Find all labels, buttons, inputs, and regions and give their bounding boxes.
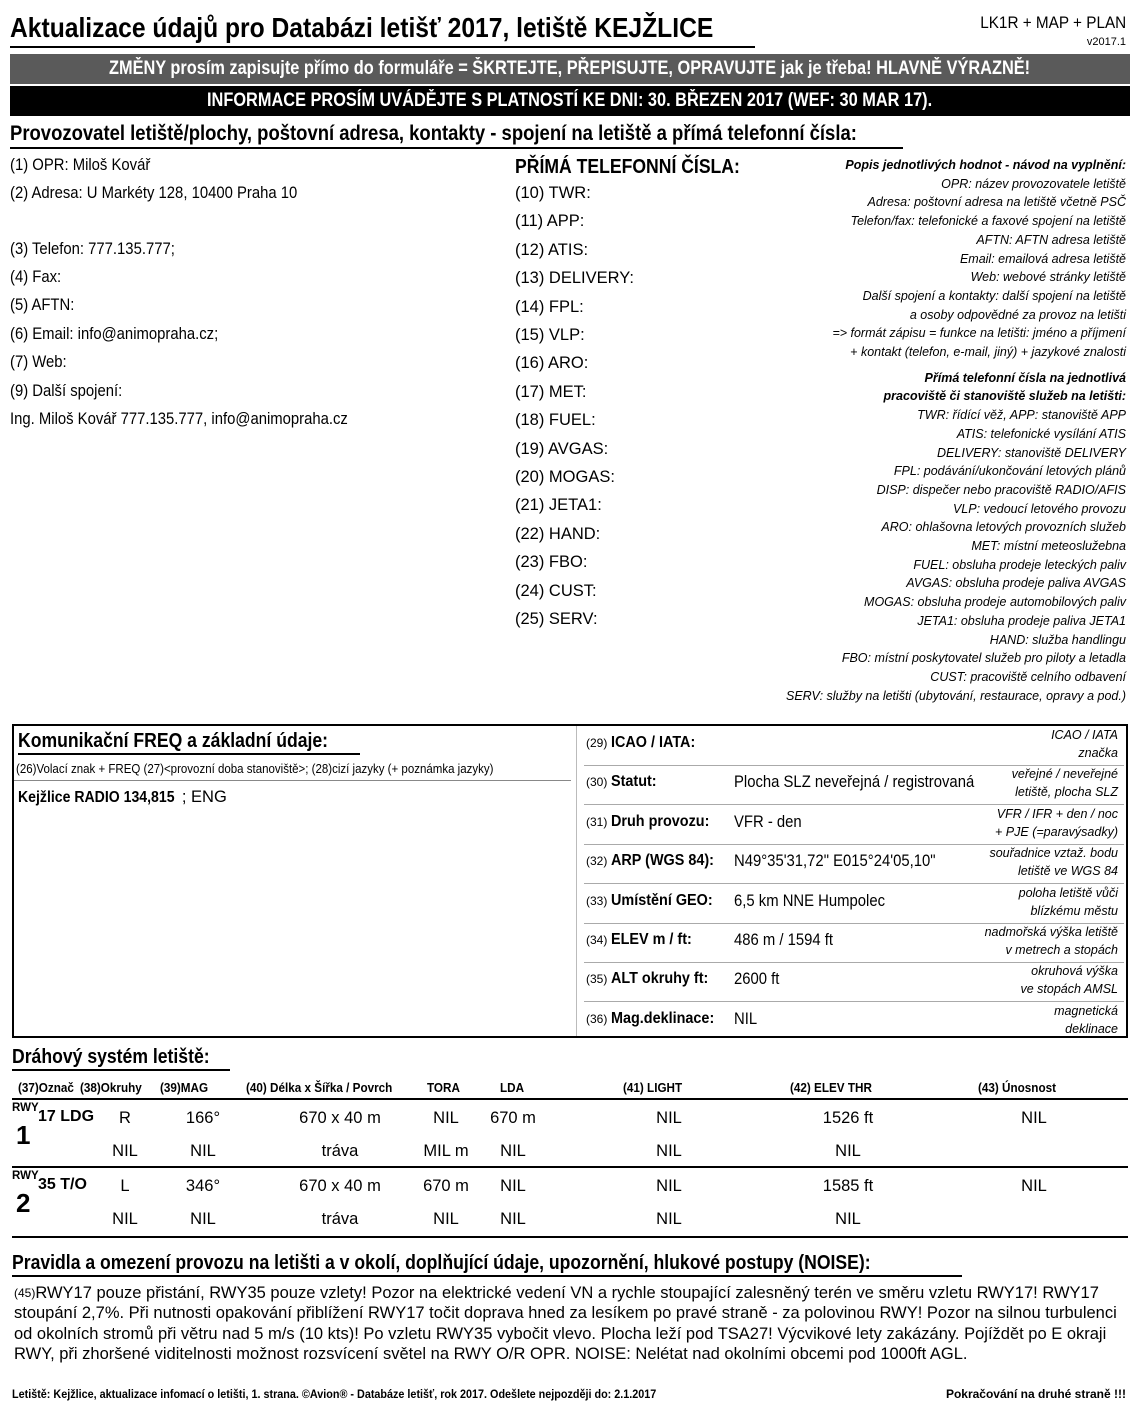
comm-divider	[576, 726, 577, 1036]
phone-item: (20) MOGAS:	[515, 468, 615, 486]
description-line: DISP: dispečer nebo pracoviště RADIO/AFIS	[876, 482, 1126, 497]
info-note-line: poloha letiště vůči	[1018, 885, 1118, 900]
rwy-cell-tora: MIL m	[423, 1142, 469, 1160]
rules-title-underline	[12, 1275, 962, 1277]
info-note	[985, 923, 1118, 959]
info-note	[1051, 726, 1118, 762]
description-line: a osoby odpovědné za provoz na letišti	[909, 307, 1126, 322]
phone-item: (18) FUEL:	[515, 411, 596, 430]
rwy-header-lda: LDA	[500, 1080, 525, 1095]
operator-section-underline	[10, 147, 903, 149]
info-value: 6,5 km NNE Humpolec	[734, 891, 886, 910]
rules-text	[14, 1283, 1126, 1365]
info-note-line: letiště ve WGS 84	[1017, 864, 1118, 879]
callsign-freq: Kejžlice RADIO 134,815	[18, 789, 175, 806]
info-note-line: nadmořská výška letiště	[984, 925, 1118, 939]
rwy-cell-mag: NIL	[190, 1210, 216, 1228]
phone-item: (15) VLP:	[515, 326, 585, 344]
description-line: Další spojení a kontakty: další spojení na letiště	[862, 288, 1126, 303]
info-note-line: blízkému městu	[1030, 903, 1118, 918]
info-note	[1019, 884, 1118, 920]
rwy-number: 2	[16, 1188, 31, 1218]
description-line: AFTN: AFTN adresa letiště	[976, 232, 1126, 247]
description-heading: pracoviště či stanoviště služeb na letišti:	[883, 389, 1126, 404]
phones-title: PŘÍMÁ TELEFONNÍ ČÍSLA:	[515, 156, 740, 178]
phone-item: (14) FPL:	[515, 297, 584, 316]
rwy-bottom-rule	[12, 1236, 1128, 1238]
rwy-cell-mag: 166°	[185, 1109, 221, 1127]
info-note-line: okruhová výška	[1031, 964, 1118, 979]
operator-line: (2) Adresa: U Markéty 128, 10400 Praha 10	[10, 184, 298, 202]
phone-item: (23) FBO:	[515, 553, 588, 572]
rwy-cell-dim: 670 x 40 m	[299, 1177, 381, 1195]
rwy-cell-okruhy: NIL	[112, 1210, 138, 1228]
info-label: Druh provozu:	[611, 812, 710, 830]
rwy-cell-tora: 670 m	[423, 1177, 469, 1195]
rwy-cell-dim: tráva	[321, 1210, 359, 1228]
rwy-cell-lda: NIL	[500, 1177, 526, 1195]
info-note-line: + PJE (=paravýsadky)	[995, 824, 1118, 839]
info-number: (29)	[586, 736, 608, 750]
info-label: ELEV m / ft:	[611, 931, 692, 948]
description-line: FUEL: obsluha prodeje leteckých paliv	[913, 557, 1126, 572]
description-lines	[736, 175, 1126, 362]
description-line: DELIVERY: stanoviště DELIVERY	[937, 445, 1126, 460]
operator-line: (9) Další spojení:	[10, 382, 123, 400]
info-note-line: v metrech a stopách	[1005, 943, 1118, 957]
info-note-line: ve stopách AMSL	[1020, 982, 1118, 997]
rwy-header-strength: (43) Únosnost	[978, 1080, 1057, 1095]
phone-item: (25) SERV:	[515, 610, 598, 628]
description-line: + kontakt (telefon, e-mail, jiný) + jazykové znalosti	[850, 345, 1126, 360]
description-line: HAND: služba handlingu	[989, 632, 1126, 647]
info-label: ALT okruhy ft:	[611, 970, 709, 988]
rwy-cell-dim: tráva	[321, 1142, 359, 1160]
rules-section-title: Pravidla a omezení provozu na letišti a v okolí, doplňující údaje, upozornění, hlukové postupy (NOISE):	[12, 1252, 871, 1274]
info-row	[584, 805, 1124, 845]
info-number: (31)	[586, 814, 608, 829]
description-line: MOGAS: obsluha prodeje automobilových paliv	[864, 595, 1126, 610]
info-note-line: veřejné / neveřejné	[1011, 767, 1118, 782]
info-value: 2600 ft	[734, 970, 780, 989]
phone-item: (24) CUST:	[515, 581, 597, 600]
description-line: CUST: pracoviště celního odbavení	[930, 669, 1126, 684]
description-line: Telefon/fax: telefonické a faxové spojení na letiště	[850, 214, 1126, 229]
rwy-cell-unos: NIL	[1021, 1177, 1047, 1195]
info-note-line: letiště, plocha SLZ	[1015, 785, 1118, 800]
document-code: LK1R + MAP + PLAN	[980, 13, 1126, 32]
rwy-cell-dim: 670 x 40 m	[299, 1109, 381, 1127]
operator-section-title: Provozovatel letiště/plochy, poštovní adresa, kontakty - spojení na letiště a přímá telefonní čísla:	[10, 122, 857, 145]
description-line: SERV: služby na letišti (ubytování, restaurace, opravy a pod.)	[786, 688, 1126, 703]
rwy-word: RWY	[12, 1102, 39, 1114]
info-note	[989, 844, 1118, 880]
info-note-line: značka	[1078, 746, 1118, 760]
rwy-cell-light: NIL	[656, 1142, 682, 1160]
rules-body: RWY17 pouze přistání, RWY35 pouze vzlety! Pozor na elektrické vedení VN a rychle stoupající zalesněný terén ve směru vzletu RWY17! RWY17 stoupání 2,7%. Při nutnosti opakování přiblížení RWY17 točit doprava hned za lesíkem po pravé straně - za polovinou RWY! Pozor na silnou turbulenci od okolních stromů při větru nad 5 m/s (10 kts)! Po vzletu RWY35 vybočit vlevo. Plocha leží pod TSA27! Výcvikové lety zakázány. Pojíždět po E okraji RWY, při zhoršené viditelnosti možnost rozsvícení světel na RWY O/R OPR. NOISE: Nelétat nad okolními obcemi pod 1000ft AGL.	[14, 1284, 1117, 1364]
comm-subtitle: (26)Volací znak + FREQ (27)<provozní doba stanoviště>; (28)cizí jazyky (+ poznámka jazyky)	[16, 762, 494, 776]
info-value: N49°35'31,72" E015°24'05,10"	[734, 852, 936, 871]
document-version: v2017.1	[1086, 36, 1126, 48]
runway-section-title: Dráhový systém letiště:	[12, 1046, 210, 1068]
description-line: ARO: ohlašovna letových provozních služeb	[881, 520, 1126, 535]
info-note-line: souřadnice vztaž. bodu	[989, 846, 1118, 861]
rwy-cell-tora: NIL	[433, 1210, 459, 1228]
info-label: ICAO / IATA:	[611, 734, 696, 751]
description-line: FBO: místní poskytovatel služeb pro piloty a letadla	[841, 651, 1126, 666]
info-number: (35)	[586, 972, 608, 987]
instruction-text: ZMĚNY prosím zapisujte přímo do formuláře = ŠKRTEJTE, PŘEPISUJTE, OPRAVUJTE jak je třeba! HLAVNĚ VÝRAZNĚ!	[109, 58, 1031, 79]
rwy-cell-elev: NIL	[835, 1142, 861, 1160]
rwy-header-mag: (39)MAG	[160, 1080, 209, 1095]
description-line: JETA1: obsluha prodeje paliva JETA1	[917, 613, 1126, 628]
rwy-cell-elev: 1526 ft	[822, 1109, 874, 1127]
info-label: ARP (WGS 84):	[611, 852, 714, 870]
description-line: MET: místní meteoslužebna	[971, 539, 1126, 554]
rwy-cell-light: NIL	[656, 1109, 682, 1127]
description-heading: Přímá telefonní čísla na jednotlivá	[924, 370, 1126, 385]
rwy-cell-okruhy: R	[119, 1109, 131, 1127]
rwy-cell-lda: 670 m	[490, 1109, 536, 1127]
comm-subtitle-rule	[14, 780, 571, 781]
page-title: Aktualizace údajů pro Databázi letišť 2017, letiště KEJŽLICE	[10, 12, 714, 43]
comm-language: ; ENG	[181, 788, 227, 806]
rwy-cell-okruhy: L	[120, 1177, 130, 1195]
rules-number: (45)	[14, 1286, 36, 1300]
operator-line: (3) Telefon: 777.135.777;	[10, 240, 175, 258]
info-label: Mag.deklinace:	[611, 1009, 715, 1027]
rwy-cell-light: NIL	[656, 1177, 682, 1195]
title-underline	[10, 46, 755, 48]
info-label: Umístění GEO:	[611, 891, 713, 909]
description-line: Web: webové stránky letiště	[970, 270, 1126, 285]
comm-section-title: Komunikační FREQ a základní údaje:	[18, 730, 329, 752]
info-number: (33)	[586, 893, 608, 908]
info-note-line: ICAO / IATA	[1051, 728, 1118, 742]
info-note	[1012, 765, 1118, 801]
comm-title-underline	[18, 753, 360, 755]
phone-item: (22) HAND:	[515, 524, 601, 543]
description-line: Email: emailová adresa letiště	[959, 251, 1126, 266]
info-number: (36)	[586, 1011, 608, 1026]
rwy-cell-okruhy: NIL	[112, 1142, 138, 1160]
info-row	[584, 726, 1124, 766]
description-line: => formát zápisu = funkce na letišti: jméno a příjmení	[832, 326, 1126, 341]
info-note-line: VFR / IFR + den / noc	[996, 806, 1118, 821]
rwy-header-circuits: (38)Okruhy	[80, 1080, 142, 1095]
rwy-number: 1	[16, 1120, 31, 1150]
operator-line: (4) Fax:	[10, 268, 62, 286]
info-row	[584, 962, 1124, 1002]
description-line: OPR: název provozovatele letiště	[941, 176, 1126, 191]
info-value: 486 m / 1594 ft	[734, 931, 834, 949]
info-note	[1054, 1002, 1118, 1038]
rwy-cell-lda: NIL	[500, 1210, 526, 1228]
field-description	[736, 156, 1126, 705]
comm-frequency	[18, 788, 227, 807]
info-label: Statut:	[611, 773, 657, 791]
footer-continue: Pokračování na druhé straně !!!	[945, 1387, 1126, 1401]
description-heading: Popis jednotlivých hodnot - návod na vyplnění:	[845, 158, 1126, 172]
rwy-cell-light: NIL	[656, 1210, 682, 1228]
rwy-cell-tora: NIL	[433, 1109, 459, 1127]
description-line: AVGAS: obsluha prodeje paliva AVGAS	[906, 576, 1126, 591]
rwy-designation: 17 LDG	[38, 1108, 95, 1125]
info-row	[584, 1002, 1124, 1042]
rwy-cell-unos: NIL	[1021, 1109, 1047, 1127]
info-number: (32)	[586, 854, 608, 869]
operator-line: (5) AFTN:	[10, 296, 75, 314]
phone-item: (11) APP:	[515, 212, 585, 231]
phone-item: (10) TWR:	[515, 184, 591, 202]
info-number: (30)	[586, 775, 608, 790]
info-row	[584, 765, 1124, 805]
phone-item: (17) MET:	[515, 382, 587, 401]
info-note-line: magnetická	[1054, 1003, 1118, 1018]
phone-item: (12) ATIS:	[515, 240, 589, 259]
info-row	[584, 923, 1124, 963]
operator-line: (1) OPR: Miloš Kovář	[10, 156, 151, 174]
description-line: VLP: vedoucí letového provozu	[952, 501, 1126, 516]
runway-title-underline	[12, 1069, 230, 1071]
footer-info: Letiště: Kejžlice, aktualizace infomací o letišti, 1. strana. ©Avion® - Databáze letišť, rok 2017. Odešlete nejpozději do: 2.1.2017	[12, 1387, 657, 1401]
rwy-header-tora: TORA	[427, 1080, 460, 1095]
phone-item: (21) JETA1:	[515, 496, 602, 515]
description-line: TWR: řídící věž, APP: stanoviště APP	[917, 408, 1126, 423]
info-note	[995, 805, 1118, 841]
validity-band	[10, 86, 1130, 116]
operator-line: Ing. Miloš Kovář 777.135.777, info@animopraha.cz	[10, 410, 348, 428]
rwy-row-rule	[12, 1166, 1128, 1168]
rwy-designation: 35 T/O	[38, 1176, 87, 1193]
rwy-cell-elev: 1585 ft	[822, 1177, 874, 1195]
rwy-cell-lda: NIL	[500, 1142, 526, 1160]
info-row	[584, 844, 1124, 884]
info-value: NIL	[734, 1009, 758, 1028]
info-value: VFR - den	[734, 812, 802, 831]
rwy-word: RWY	[12, 1170, 39, 1182]
info-row	[584, 884, 1124, 924]
description-line: ATIS: telefonické vysílání ATIS	[956, 426, 1126, 441]
info-note-line: deklinace	[1065, 1021, 1118, 1036]
rwy-cell-mag: NIL	[190, 1142, 216, 1160]
phone-item: (13) DELIVERY:	[515, 269, 634, 288]
rwy-cell-elev: NIL	[835, 1210, 861, 1228]
validity-text: INFORMACE PROSÍM UVÁDĚJTE S PLATNOSTÍ KE DNI: 30. BŘEZEN 2017 (WEF: 30 MAR 17).	[207, 90, 933, 111]
description-line: Adresa: poštovní adresa na letiště včetně PSČ	[867, 195, 1126, 210]
operator-line: (6) Email: info@animopraha.cz;	[10, 325, 219, 343]
info-value: Plocha SLZ neveřejná / registrovaná	[734, 773, 975, 792]
rwy-header-rule	[12, 1098, 1128, 1100]
info-number: (34)	[586, 933, 608, 947]
rwy-cell-mag: 346°	[185, 1177, 221, 1195]
rwy-header-elev-thr: (42) ELEV THR	[790, 1080, 872, 1095]
description-lines	[736, 406, 1126, 705]
instruction-band	[10, 54, 1130, 84]
info-note	[1020, 962, 1118, 998]
phone-item: (19) AVGAS:	[515, 439, 609, 458]
rwy-header-light: (41) LIGHT	[623, 1080, 683, 1095]
operator-line: (7) Web:	[10, 353, 67, 371]
phone-item: (16) ARO:	[515, 354, 589, 373]
rwy-header-dimensions: (40) Délka x Šířka / Povrch	[246, 1080, 393, 1095]
rwy-header-designation: (37)Označ	[18, 1080, 74, 1095]
description-line: FPL: podávání/ukončování letových plánů	[893, 464, 1126, 479]
